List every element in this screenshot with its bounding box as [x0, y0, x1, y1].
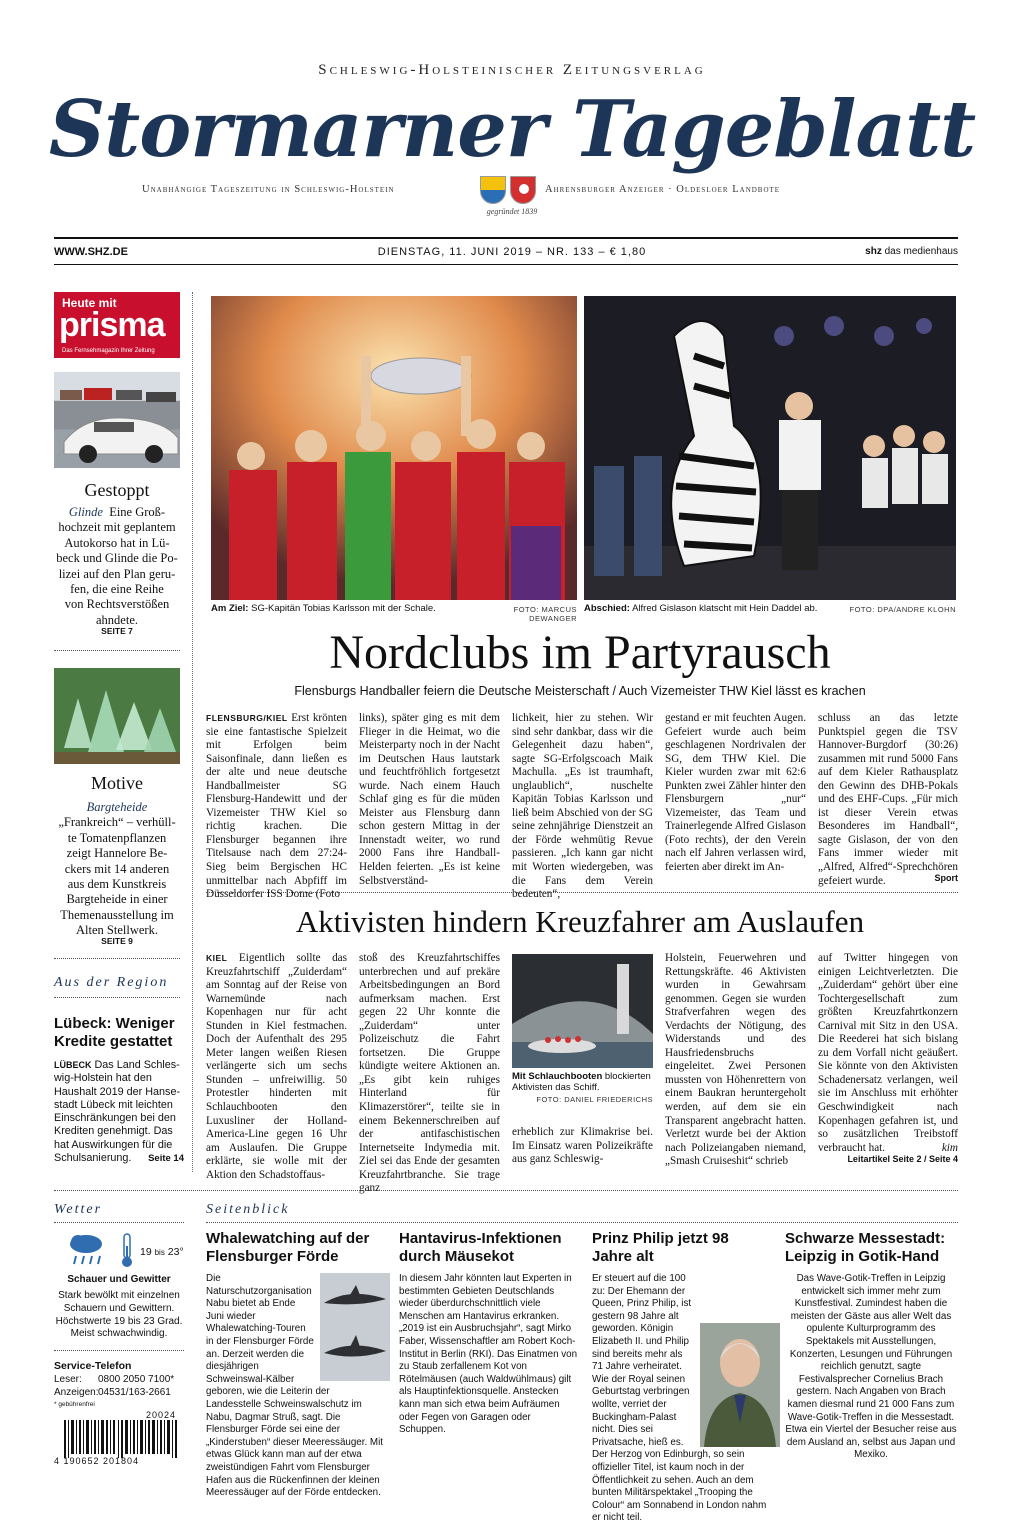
weather-label: Wetter: [54, 1202, 103, 1217]
photo-caption-right: [584, 603, 817, 614]
region-line: Haushalt 2019 der Hanse-: [54, 1085, 181, 1098]
website-link[interactable]: WWW.SHZ.DE: [54, 246, 128, 258]
region-line: hat Auswirkungen für die: [54, 1138, 173, 1151]
handball-celebration-photo: [211, 296, 577, 600]
seitenblick-text-leipzig: [785, 1273, 957, 1462]
seitenblick-headline-whale[interactable]: Whalewatching auf der Flensburger Förde: [206, 1230, 370, 1265]
teaser-headline-gestoppt[interactable]: Gestoppt: [84, 480, 150, 500]
lead-kicker: FLENSBURG/KIEL: [206, 713, 288, 723]
region-headline[interactable]: Lübeck: Weniger Kredite gestattet: [54, 1015, 175, 1050]
lead-text: Erst krönten sie eine fantastische Spielzeit mit Erfolgen beim Saisonfinale, dann ließen es der alte und neue deutsche Handballmeister SG Flensburg-Handewitt und der Vizemeister THW Kiel so richtig krachen. Die Flensburger begannen ihre Titelsause nach dem 27:24-Sieg beim Bergischen HC unmittelbar nach Abpfiff im Düsseldorfer ISS Dome (Foto: [206, 712, 348, 901]
publisher-logo: [865, 246, 958, 257]
lead-column-4: gestand er mit feuchten Augen. Gefeiert wurde auch beim geschlagenen Nordrivalen der SG, dem THW Kiel. Die Kieler wurden zwar mit 62:6 Punkten zwei Zähler hinter den Flensburgern „nur“ Vizemeister, das Team und Trainerlegende Alfred Gislason (Foto rechts), der den Verein nach elf Jahren verlassen wird, feierten aber direkt im An-: [665, 712, 806, 874]
masthead-rule: [54, 237, 958, 239]
second-column-2: stoß des Kreuzfahrtschiffes unterbrechen und auf prekäre Arbeitsbedingungen an Bord aufmerksam machen. Erst gegen 22 Uhr konnte die „Zuiderdam“ unter Polizeischutz die Fahrt fortsetzen. Die Gruppe kündigte weitere Aktionen an. „Es gibt kein ruhiges Hinterland für Klimazerstörer“, teilte sie in einem Bekennerschreiben auf der antifaschistischen Internetseite Indymedia mit. Ziel sei das Ende der gesamten Kreuzfahrtbranche. Sie trage ganz: [359, 952, 500, 1195]
porpoise-photo: [320, 1273, 390, 1381]
region-section-label: Aus der Region: [54, 975, 169, 990]
region-kicker: LÜBECK: [54, 1060, 92, 1070]
teaser-place: Bargteheide: [86, 800, 148, 814]
lead-column-1: [206, 712, 347, 902]
bottom-divider: [54, 1190, 958, 1191]
second-kicker: KIEL: [206, 953, 228, 963]
publisher-name: Schleswig-Holsteinischer Zeitungsverlag: [318, 62, 706, 78]
lead-headline[interactable]: Nordclubs im Partyrausch: [329, 626, 831, 679]
teaser-page-ref[interactable]: SEITE 7: [101, 626, 133, 636]
seitenblick-text-hantavirus: [399, 1273, 579, 1437]
caption-text: blockierten Aktivisten das Schiff.: [512, 1071, 651, 1093]
tomato-art-photo: [54, 668, 180, 764]
teaser-line: Themenausstellung im: [60, 907, 174, 922]
tagline-right: Ahrensburger Anzeiger · Oldesloer Landbote: [545, 184, 781, 195]
rain-cloud-icon: [66, 1232, 106, 1268]
weather-headline: Schauer und Gewitter: [67, 1274, 171, 1285]
caption-text: Alfred Gislason klatscht mit Hein Daddel ab.: [632, 603, 818, 614]
teaser-line: ckers mit 14 anderen: [64, 861, 170, 876]
prisma-tagline: Das Fernsehmagazin Ihrer Zeitung: [62, 348, 155, 354]
caption-text: SG-Kapitän Tobias Karlsson mit der Schale.: [251, 603, 436, 614]
teaser-text-motive: [54, 800, 180, 939]
teaser-line: Alten Stellwerk.: [76, 923, 158, 938]
sidebar-divider: [54, 650, 180, 651]
barcode-digits: 4 190652 201804: [54, 1456, 140, 1466]
region-line: Krediten genehmigt. Das: [54, 1125, 173, 1138]
prisma-badge[interactable]: [54, 292, 180, 358]
teaser-line: von Rechtsverstößen: [64, 597, 170, 612]
region-line: Schulsanierung.: [54, 1152, 132, 1165]
seitenblick-headline-leipzig[interactable]: Schwarze Messestadt: Leipzig in Gotik-Hand: [785, 1230, 946, 1265]
tagline-left: Unabhängige Tageszeitung in Schleswig-Holstein: [142, 184, 395, 195]
second-photo-caption: [512, 1071, 653, 1093]
weather-text: Stark bewölkt mit einzelnen Schauern und Gewittern. Höchstwerte 19 bis 23 Grad. Meist schwachwindig.: [55, 1290, 183, 1340]
weather-divider: [54, 1350, 184, 1351]
second-column-1: [206, 952, 347, 1182]
second-author: kim: [941, 1141, 958, 1154]
photo-credit-left: FOTO: MARCUS DEWANGER: [513, 605, 577, 623]
lead-sport-ref[interactable]: Sport: [934, 873, 958, 883]
second-column-3: erheblich zur Klimakrise bei. Im Einsatz waren Polizeikräfte aus ganz Schleswig-: [512, 1126, 653, 1166]
lead-subhead: Flensburgs Handballer feiern die Deutsche Meisterschaft / Auch Vizemeister THW Kiel lässt es krachen: [294, 684, 866, 698]
seitenblick-divider: [206, 1222, 958, 1223]
ads-label: Anzeigen:: [54, 1387, 99, 1398]
cruise-ship-protest-photo: [512, 954, 653, 1068]
reader-phone[interactable]: 0800 2050 7100*: [98, 1374, 175, 1385]
phone-note: * gebührenfrei: [54, 1401, 95, 1408]
service-title: Service-Telefon: [54, 1360, 132, 1372]
weather-divider: [54, 1222, 184, 1223]
lead-column-5: schluss an das letzte Punktspiel gegen die TSV Hannover-Burgdorf (30:26) zusammen mit rund 5000 Fans auf dem Kieler Rathausplatz den Gewinn des DHB-Pokals und des EHF-Cups. „Für mich ist dieser Verein etwas Besonderes im Handball“, sagte Gislason, der von den Fans immer wieder mit „Alfred, Alfred“-Sprechchören gefeiert wurde.: [818, 712, 958, 887]
teaser-text-gestoppt: [54, 505, 180, 628]
zebra-mascot-photo: [584, 296, 956, 600]
seitenblick-text-whale: [206, 1273, 386, 1500]
teaser-line: Eine Groß-: [109, 505, 166, 519]
teaser-line: beck und Glinde die Po-: [56, 551, 178, 566]
prisma-brand: prisma: [59, 306, 165, 344]
region-text: [54, 1059, 184, 1165]
photo-credit-right: FOTO: DPA/ANDRE KLOHN: [849, 605, 956, 614]
seitenblick-body: In diesem Jahr könnten laut Experten in bestimmten Gebieten Deutschlands wieder überdurchschnittlich viele Menschen am Hantavirus erkranken. „2019 ist ein Ausbruchsjahr“, sagt Mirko Faber, Wissenschaftler am Robert Koch-Institut in Berlin (RKI). Das Einatmen von zu Staub zerfallenem Kot von Rötelmäusen (auch Waldwühlmaus) gilt als Hauptinfektionsquelle. Anstecken kann man sich etwa beim Aufräumen oder Fegen von Garagen oder Schuppen.: [399, 1273, 578, 1436]
barcode-top-number: 20024: [146, 1410, 177, 1420]
second-text: auf Twitter hingegen von einigen Leichtverletzten. Die „Zuiderdam“ gehört über eine Tochtergesellschaft zum größten Kreuzfahrtkonzern Carnival mit Sitz in den USA. Die Reederei hat sich bislang zu dem Vorfall nicht geäußert. Sie könnte von den Aktivisten Schadenersatz verlangen, weil sie im Anschluss mit erhöhter Geschwindigkeit nach Kopenhagen gefahren ist, und so zusätzlichen Treibstoff verbraucht hat.: [818, 952, 958, 1154]
teaser-page-ref[interactable]: SEITE 9: [101, 936, 133, 946]
sidebar-divider: [54, 958, 180, 959]
reader-label: Leser:: [54, 1374, 82, 1385]
barcode-icon: [60, 1420, 184, 1458]
teaser-line: Autokorso hat in Lü-: [64, 535, 170, 550]
prince-philip-photo: [700, 1323, 780, 1447]
teaser-line: ahndete.: [96, 612, 138, 627]
caption-bold: Abschied:: [584, 603, 630, 614]
region-line: wig-Holstein hat den: [54, 1072, 152, 1085]
issue-date: DIENSTAG, 11. JUNI 2019 – NR. 133 – € 1,80: [377, 246, 647, 258]
teaser-line: lizei auf den Plan geru-: [58, 566, 176, 581]
sidebar-divider: [54, 997, 180, 998]
article-divider: [206, 892, 958, 893]
teaser-headline-motive[interactable]: Motive: [91, 773, 143, 793]
second-headline[interactable]: Aktivisten hindern Kreuzfahrer am Auslaufen: [295, 904, 865, 939]
teaser-line: fen, die eine Reihe: [70, 582, 164, 597]
temperature-range: [140, 1246, 184, 1258]
temp-low: 19: [140, 1246, 152, 1258]
teaser-line: zeigt Hannelore Be-: [66, 846, 168, 861]
region-line: Das Land Schles-: [94, 1059, 180, 1071]
teaser-line: te Tomatenpflanzen: [67, 830, 167, 845]
region-page-ref[interactable]: Seite 14: [148, 1153, 184, 1165]
crest-left-icon: [480, 176, 506, 204]
logo-text: das medienhaus: [884, 246, 958, 257]
thermometer-icon: [120, 1232, 134, 1268]
second-column-5: [818, 952, 958, 1155]
seitenblick-body: Er steuert auf die 100 zu: Der Ehemann der Queen, Prinz Philip, ist gestern 98 Jahre alt geworden. Königin Elizabeth II. und Philip sind bereits mehr als 71 Jahre verheiratet. Wie der Royal seinen Geburtstag verbringen wollte, verriet der Buckingham-Palast nicht. Dies sei Privatsache, hieß es. Der Herzog von Edinburgh, so sein offizieller Titel, ist kaum noch in der Öffentlichkeit zu sehen. Auch an dem bunten Militärspektakel „Trooping the Colour“ am Sonnabend in London nahm er nicht teil.: [592, 1273, 767, 1524]
seitenblick-text-philip: [592, 1273, 772, 1525]
logo-short: shz: [865, 246, 882, 257]
seitenblick-headline-hantavirus[interactable]: Hantavirus-Infektionen durch Mäusekot: [399, 1230, 562, 1265]
newspaper-title: Stormarner Tageblatt: [48, 84, 976, 175]
lead-column-2: links), später ging es mit dem Flieger in die Heimat, wo die Meisterparty noch in der Nacht im Deutschen Haus lautstark und feuchtfröhlich fortgesetzt wurde. Nach einem Hauch Schlaf ging es für die müden Meister aus Flensburg dann schon gestern Mittag in der Innenstadt weiter, wo rund 2000 Fans ihre Handball-Helden feierten. „Es ist keine Selbstverständ-: [359, 712, 500, 887]
caption-bold: Am Ziel:: [211, 603, 249, 614]
column-divider: [192, 292, 193, 1172]
founded-note: gegründet 1839: [486, 207, 538, 216]
photo-caption-left: [211, 603, 436, 614]
dateline-rule: [54, 264, 958, 265]
seitenblick-headline-philip[interactable]: Prinz Philip jetzt 98 Jahre alt: [592, 1230, 729, 1265]
teaser-place: Glinde: [68, 505, 103, 519]
region-line: stadt Lübeck mit leichten: [54, 1098, 173, 1111]
prisma-line1: Heute mit: [62, 296, 117, 310]
caption-bold: Mit Schlauchbooten: [512, 1071, 603, 1082]
seitenblick-body: Das Wave-Gotik-Treffen in Leipzig entwickelt sich immer mehr zum Kunstfestival. Zumindest haben die meisten der Gäste aus aller Welt das opulente Kulturprogramm des Spektakels mit Ausstellungen, Konzerten, Lesungen und Führungen reichlich genutzt, sagte Festivalsprecher Cornelius Brach gestern. Nach Angaben von Brach kamen diesmal rund 21 000 Fans zum Wave-Gotik-Treffen in die Messestadt. Etwa ein Viertel der Besucher reise aus dem Ausland an, selbst aus Japan und Mexiko.: [785, 1273, 957, 1461]
temp-sep: bis: [154, 1248, 165, 1257]
teaser-line: aus dem Kunstkreis: [67, 877, 167, 892]
ads-phone[interactable]: 04531/163-2661: [98, 1387, 171, 1398]
second-text: Eigentlich sollte das Kreuzfahrtschiff „Zuiderdam“ am Sonntag auf der Reise von Warnemünde nach Kopenhagen nur für acht Stunden in Kiel festmachen. Doch der Aufenthalt des 295 Meter langen weißen Riesen verlängerte sich um sechs Stunden – unfreiwillig. 50 Protestler hinderten mit Schlauchbooten den Luxusliner der Holland-America-Line gegen 16 Uhr am Auslaufen. Die Gruppe erklärte, sie wolle mit der Aktion den Schadstoffaus-: [206, 952, 347, 1181]
region-line: Einschränkungen bei den: [54, 1112, 176, 1125]
seitenblick-body: Die Naturschutzorganisation Nabu bietet ab Ende Juni wieder Whalewatching-Touren in der Flensburger Förde an. Derzeit werden die diesjährigen Schweinswal-Kälber geboren, wie die Leiterin der Landesstelle Schweinswalschutz im Nabu, Dagmar Struß, sagt. Die Flensburger Förde sei eine der „Kinderstuben“ dieser Meeressäuger. Mit etwas Glück kann man auf der etwa zweistündigen Fahrt vom Flensburger Hafen aus die Rückenfinnen der kleinen Meeressäuger auf der Förde entdecken.: [206, 1273, 383, 1499]
teaser-line: hochzeit mit geplantem: [58, 520, 176, 535]
second-photo-credit: FOTO: DANIEL FRIEDERICHS: [536, 1095, 653, 1104]
teaser-line: „Frankreich“ – verhüll-: [58, 815, 176, 830]
second-page-ref[interactable]: Leitartikel Seite 2 / Seite 4: [847, 1154, 958, 1164]
teaser-line: Bargteheide in einer: [66, 892, 168, 907]
temp-high: 23°: [167, 1246, 184, 1258]
crest-right-icon: [510, 176, 536, 204]
wedding-convoy-photo: [54, 372, 180, 468]
lead-column-3: lichkeit, hier zu stehen. Wir sind sehr dankbar, dass wir die Gelegenheit dazu haben“, sagte SG-Erfolgscoach Maik Machulla. „Es ist traumhaft, unglaublich“, nuschelte Kapitän Tobias Karlsson und ließ beim Abschied von der SG seine zehnjährige Dienstzeit an der Förde wehmütig Revue passieren. „Ich kann gar nicht mit Worten wiedergeben, was die Fans dem Verein bedeuten“,: [512, 712, 653, 901]
seitenblick-label: Seitenblick: [206, 1202, 290, 1217]
second-column-4: Holstein, Feuerwehren und Rettungskräfte. 46 Aktivisten wurden in Gewahrsam genommen. Gegen sie wurden Strafverfahren wegen des Verdachts der Nötigung, des Widerstands und des Hausfriedensbruchs eingeleitet. Zwei Personen mussten von Höhenrettern von einem Baukran heruntergeholt werden, auf dem sie ein Transparent angebracht hatten. Verletzt wurde bei der Aktion nach Polizeiangaben niemand, „Smash Cruiseshit“ schrieb: [665, 952, 806, 1168]
